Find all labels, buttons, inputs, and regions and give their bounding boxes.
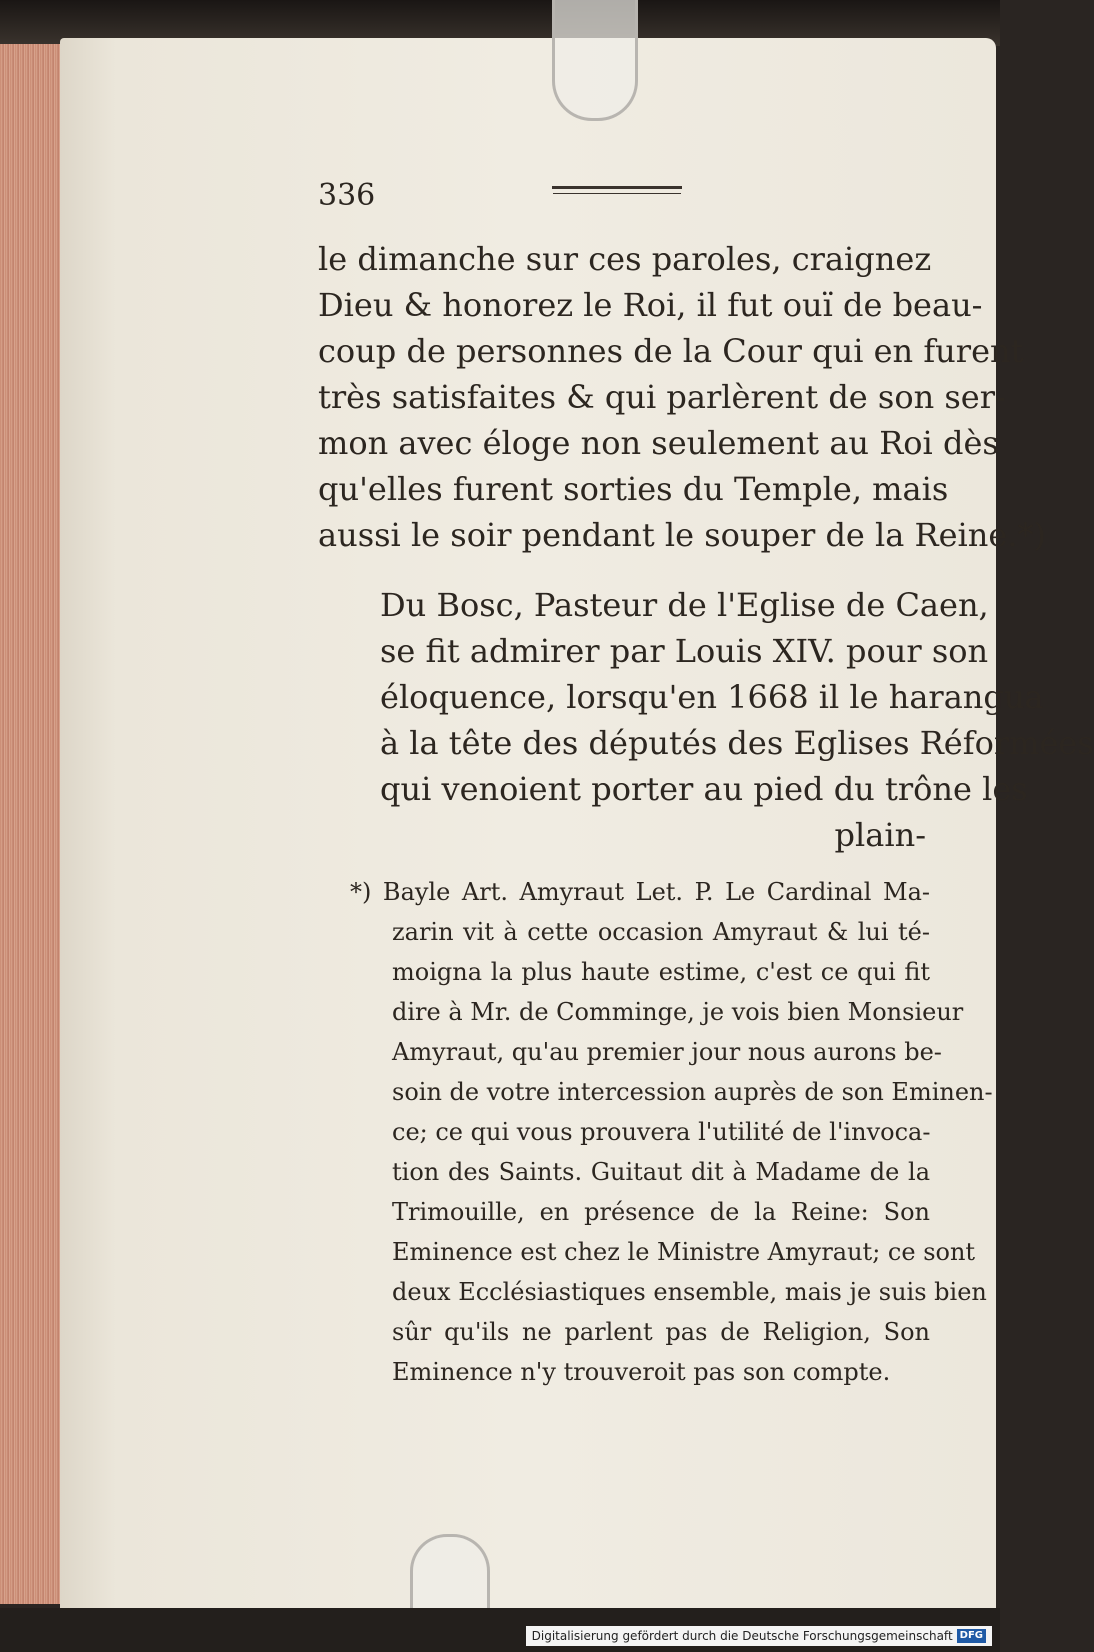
paragraph-2-line: à la tête des députés des Eglises Réformées [380, 724, 1094, 762]
footnote-line: zarin vit à cette occasion Amyraut & lui té- [392, 918, 930, 946]
footnote-line: Eminence est chez le Ministre Amyraut; ce sont [392, 1238, 976, 1266]
footnote-line: Trimouille, en présence de la Reine: Son [392, 1198, 930, 1226]
paragraph-1-line: très satisfaites & qui parlèrent de son ser- [318, 378, 1006, 416]
footnote-line: Eminence n'y trouveroit pas son compte. [392, 1358, 891, 1386]
paragraph-1-line: le dimanche sur ces paroles, craignez [318, 240, 932, 278]
paragraph-2-line: Du Bosc, Pasteur de l'Eglise de Caen, [380, 586, 989, 624]
footnote [350, 872, 993, 1392]
footnote-line: *) Bayle Art. Amyraut Let. P. Le Cardinal Ma- [350, 878, 930, 906]
paragraph-1-line: mon avec éloge non seulement au Roi dès [318, 424, 999, 462]
paragraph-1-line: coup de personnes de la Cour qui en furent [318, 332, 1024, 370]
footnote-line: moigna la plus haute estime, c'est ce qui fit [392, 958, 930, 986]
footnote-line: soin de votre intercession auprès de son Eminen- [392, 1078, 993, 1106]
footnote-line: Amyraut, qu'au premier jour nous aurons be- [392, 1038, 942, 1066]
digitization-credit [526, 1626, 992, 1646]
dfg-logo-icon: DFG [957, 1629, 986, 1643]
paragraph-2-line: se fit admirer par Louis XIV. pour son [380, 632, 989, 670]
page-clip-top [552, 0, 638, 121]
footnote-line: deux Ecclésiastiques ensemble, mais je suis bien [392, 1278, 987, 1306]
footnote-line: tion des Saints. Guitaut dit à Madame de la [392, 1158, 930, 1186]
paragraph-1-line: qu'elles furent sorties du Temple, mais [318, 470, 949, 508]
paragraph-1-line: Dieu & honorez le Roi, il fut ouï de beau- [318, 286, 983, 324]
paragraph-1 [318, 236, 1046, 558]
header-rule [552, 186, 682, 189]
page-number: 336 [318, 178, 376, 213]
paragraph-1-line: aussi le soir pendant le souper de la Reine.*) [318, 516, 1046, 554]
page-edges [0, 44, 64, 1604]
paragraph-2-line: qui venoient porter au pied du trône les [380, 770, 1028, 808]
paragraph-2 [318, 582, 1094, 858]
credit-text: Digitalisierung gefördert durch die Deutsche Forschungsgemeinschaft [531, 1629, 953, 1643]
footnote-line: sûr qu'ils ne parlent pas de Religion, Son [392, 1318, 930, 1346]
paragraph-2-line: éloquence, lorsqu'en 1668 il le harangua [380, 678, 1044, 716]
footnote-line: ce; ce qui vous prouvera l'utilité de l'invoca- [392, 1118, 931, 1146]
footnote-line: dire à Mr. de Comminge, je vois bien Monsieur [392, 998, 964, 1026]
paragraph-2-line: plain- [834, 816, 926, 854]
